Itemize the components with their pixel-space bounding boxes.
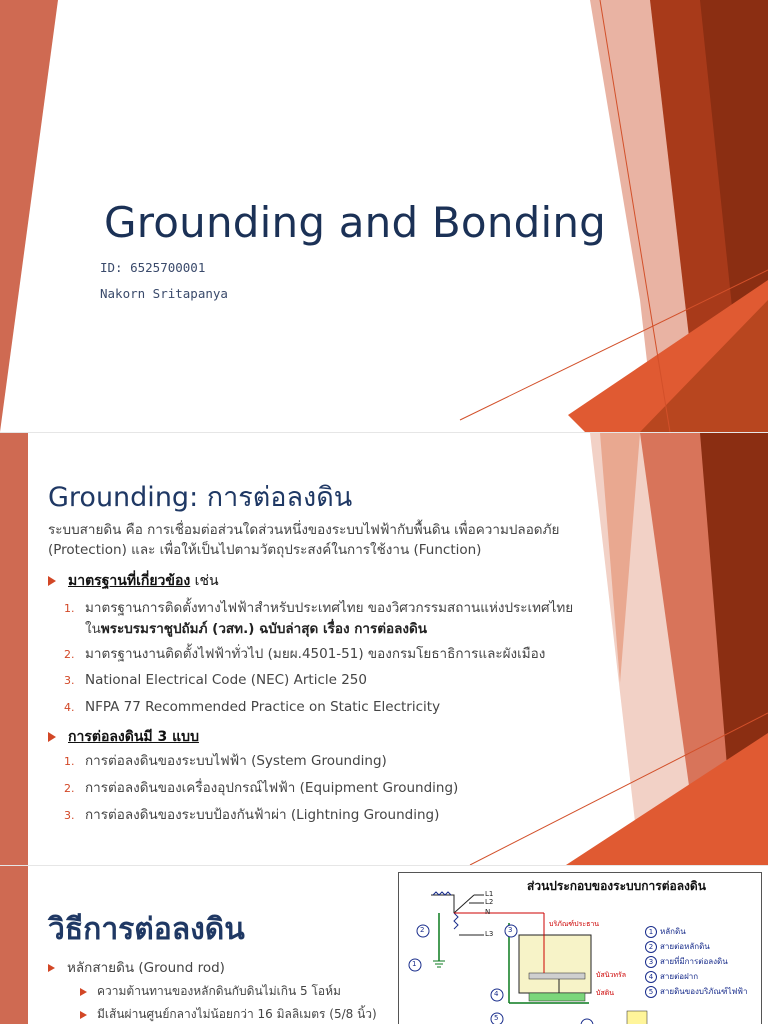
grounding-slide [0, 433, 768, 865]
method-slide [0, 866, 768, 1024]
list-item [64, 598, 573, 639]
item-number: 1. [64, 602, 75, 615]
legend-item [645, 925, 686, 938]
component-label: บัสดิน [596, 989, 615, 997]
list-item [64, 697, 440, 718]
item-number: 1. [64, 755, 75, 768]
component-label: บริภัณฑ์ประธาน [549, 920, 600, 928]
slide-heading: วิธีการต่อลงดิน [48, 912, 245, 947]
callout-number: 4 [494, 990, 499, 998]
item-text-bold: พระบรมราชูปถัมภ์ (วสท.) ฉบับล่าสุด เรื่อง การต่อลงดิน [100, 621, 427, 637]
line-label: N [485, 908, 491, 916]
coil-icon [454, 913, 458, 929]
list-item [64, 670, 367, 691]
legend-text: สายต่อหลักดิน [660, 942, 710, 951]
ground-bus [529, 993, 585, 1001]
bullet-text: หลักสายดิน (Ground rod) [67, 960, 225, 976]
bullet-suffix: เช่น [190, 573, 219, 589]
transformer-winding [431, 895, 454, 913]
item-text: มาตรฐานงานติดตั้งไฟฟ้าทั่วไป (มยผ.4501-51) ของกรมโยธาธิการและผังเมือง [85, 646, 546, 662]
left-accent-shape [0, 433, 28, 865]
left-accent-shape [0, 866, 28, 1024]
item-text: การต่อลงดินของระบบป้องกันฟ้าผ่า (Lightning Grounding) [85, 807, 440, 823]
bullet-arrow-icon [48, 732, 56, 742]
legend-item [645, 955, 728, 968]
diagram-title: ส่วนประกอบของระบบการต่อลงดิน [527, 879, 706, 893]
line-label: L1 [485, 890, 494, 898]
equipment-box [627, 1011, 647, 1024]
item-text: NFPA 77 Recommended Practice on Static Electricity [85, 699, 441, 715]
legend-text: หลักดิน [660, 927, 686, 936]
student-id: ID: 6525700001 [100, 260, 206, 275]
bullet-arrow-icon [80, 988, 87, 996]
list-item [64, 778, 458, 799]
ground-icon [433, 961, 445, 967]
callout-number: 5 [494, 1014, 499, 1022]
legend-item [645, 940, 710, 953]
legend-number: 2 [645, 941, 657, 953]
item-number: 4. [64, 701, 75, 714]
bullet-arrow-icon [48, 576, 56, 586]
legend-text: สายต่อฝาก [660, 972, 699, 981]
bullet-arrow-icon [80, 1011, 87, 1019]
component-label: บัสนิวทรัล [596, 971, 627, 979]
title-slide [0, 0, 768, 432]
service-equipment-box [519, 935, 591, 993]
slide-title: Grounding and Bonding [103, 198, 607, 247]
legend-text: สายดินของบริภัณฑ์ไฟฟ้า [660, 987, 748, 996]
slide-heading: Grounding: การต่อลงดิน [48, 482, 353, 513]
intro-paragraph: ระบบสายดิน คือ การเชื่อมต่อส่วนใดส่วนหนึ่งของระบบไฟฟ้ากับพื้นดิน เพื่อความปลอดภัย (Protection) และ เพื่อให้เป็นไปตามวัตถุประสงค์ในการใช้งาน (Function) [48, 522, 560, 558]
sub-bullet-text: มีเส้นผ่านศูนย์กลางไม่น้อยกว่า 16 มิลลิเมตร (5/8 นิ้ว) [97, 1007, 377, 1021]
item-number: 3. [64, 674, 75, 687]
item-number: 2. [64, 782, 75, 795]
item-text: National Electrical Code (NEC) Article 250 [85, 672, 367, 688]
neutral-bus [529, 973, 585, 979]
line-label: L2 [485, 898, 494, 906]
bullet-arrow-icon [48, 964, 55, 972]
item-text: มาตรฐานการติดตั้งทางไฟฟ้าสำหรับประเทศไทย ของวิศวกรรมสถานแห่งประเทศไทย [85, 600, 574, 616]
bullet-label: มาตรฐานที่เกี่ยวข้อง [68, 573, 191, 589]
list-item [64, 805, 439, 826]
legend-number: 1 [645, 926, 657, 938]
list-item [64, 751, 387, 772]
callout-circle [581, 1019, 593, 1024]
item-number: 3. [64, 809, 75, 822]
bullet-label: การต่อลงดินมี 3 แบบ [68, 729, 199, 745]
line-label: L3 [485, 930, 494, 938]
author-name: Nakorn Sritapanya [100, 286, 228, 301]
sub-bullet [80, 982, 341, 1001]
legend-item [645, 985, 747, 998]
item-text-pre: ใน [85, 621, 101, 637]
legend-number: 3 [645, 956, 657, 968]
sub-bullet-text: ความต้านทานของหลักดินกับดินไม่เกิน 5 โอห์ม [97, 984, 341, 998]
callout-number: 1 [412, 960, 417, 968]
legend-text: สายที่มีการต่อลงดิน [660, 957, 728, 966]
item-number: 2. [64, 648, 75, 661]
grounding-diagram [398, 872, 762, 1024]
item-text: การต่อลงดินของเครื่องอุปกรณ์ไฟฟ้า (Equipment Grounding) [85, 780, 459, 796]
callout-number: 3 [508, 926, 513, 934]
list-item [64, 644, 545, 665]
legend-item [645, 970, 698, 983]
bullet-standards [48, 570, 219, 592]
callout-number: 2 [420, 926, 425, 934]
legend-number: 4 [645, 971, 657, 983]
legend-number: 5 [645, 986, 657, 998]
bullet-types [48, 726, 199, 748]
sub-bullet [80, 1005, 377, 1024]
bullet-ground-rod [48, 956, 225, 978]
item-continuation [64, 619, 573, 639]
wire [454, 895, 474, 913]
item-text: การต่อลงดินของระบบไฟฟ้า (System Grounding) [85, 753, 387, 769]
